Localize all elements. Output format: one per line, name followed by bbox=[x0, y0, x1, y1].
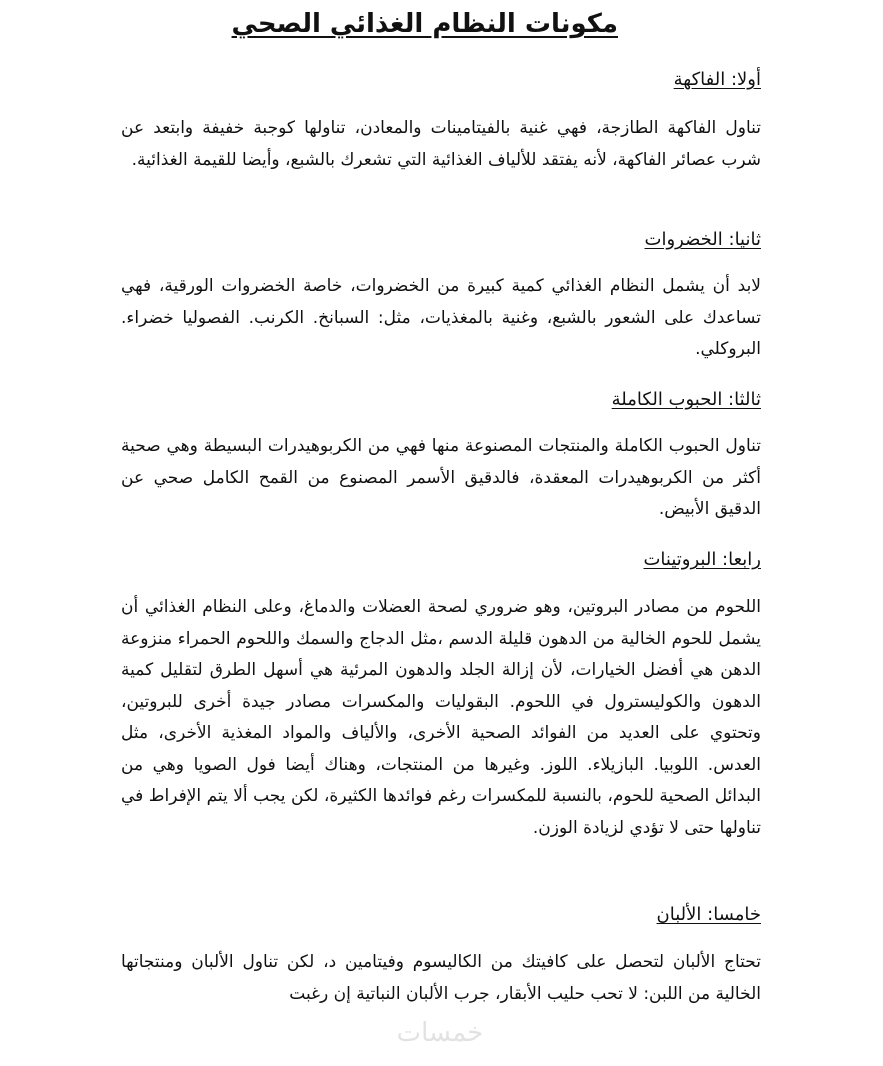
section-heading-whole-grains: ثالثا: الحبوب الكاملة bbox=[611, 389, 761, 410]
section-heading-fruits: أولا: الفاكهة bbox=[673, 69, 761, 90]
section-body-proteins: اللحوم من مصادر البروتين، وهو ضروري لصحة العضلات والدماغ، وعلى النظام الغذائي أن يشمل للحوم الخالية من الدهون قليلة الدسم ،مثل الدجاج والسمك واللحوم الحمراء منزوعة الدهن هي أفضل الخيارات، لأن إزالة الجلد والدهون المرئية هي أسهل الطرق لتقليل كمية الدهون والكوليسترول في اللحوم. البقوليات والمكسرات مصادر جيدة أخرى للبروتين، وتحتوي على العديد من الفوائد الصحية الأخرى، والألياف والمواد المغذية الأخرى، مثل العدس. اللوبيا. البازيلاء. اللوز. وغيرها من المنتجات، وهناك أيضا فول الصويا وهي من البدائل الصحية للحوم، بالنسبة للمكسرات رغم فوائدها الكثيرة، لكن يجب ألا يتم الإفراط في تناولها حتى لا تؤدي لزيادة الوزن. bbox=[121, 597, 761, 838]
watermark: خمسات bbox=[396, 1018, 484, 1048]
section-heading-vegetables: ثانيا: الخضروات bbox=[644, 229, 761, 250]
document-title: مكونات النظام الغذائي الصحي bbox=[231, 9, 618, 39]
section-heading-proteins: رابعا: البروتينات bbox=[643, 549, 761, 570]
section-heading-dairy: خامسا: الألبان bbox=[656, 904, 761, 925]
section-body-vegetables: لابد أن يشمل النظام الغذائي كمية كبيرة من الخضروات، خاصة الخضروات الورقية، فهي تساعدك على الشعور بالشبع، وغنية بالمغذيات، مثل: السبانخ. الكرنب. الفصوليا خضراء. البروكلي. bbox=[121, 276, 761, 359]
section-body-whole-grains: تناول الحبوب الكاملة والمنتجات المصنوعة منها فهي من الكربوهيدرات البسيطة وهي صحية أكثر من الكربوهيدرات المعقدة، فالدقيق الأسمر المصنوع من القمح الكامل صحي عن الدقيق الأبيض. bbox=[121, 436, 761, 519]
section-body-dairy: تحتاج الألبان لتحصل على كافيتك من الكاليسوم وفيتامين د، لكن تناول الألبان ومنتجاتها الخالية من اللبن: لا تحب حليب الأبقار، جرب الألبان النباتية إن رغبت bbox=[121, 952, 761, 1004]
section-body-fruits: تناول الفاكهة الطازجة، فهي غنية بالفيتامينات والمعادن، تناولها كوجبة خفيفة وابتعد عن شرب عصائر الفاكهة، لأنه يفتقد للألياف الغذائية التي تشعرك بالشبع، وأيضا للقيمة الغذائية. bbox=[121, 118, 761, 170]
